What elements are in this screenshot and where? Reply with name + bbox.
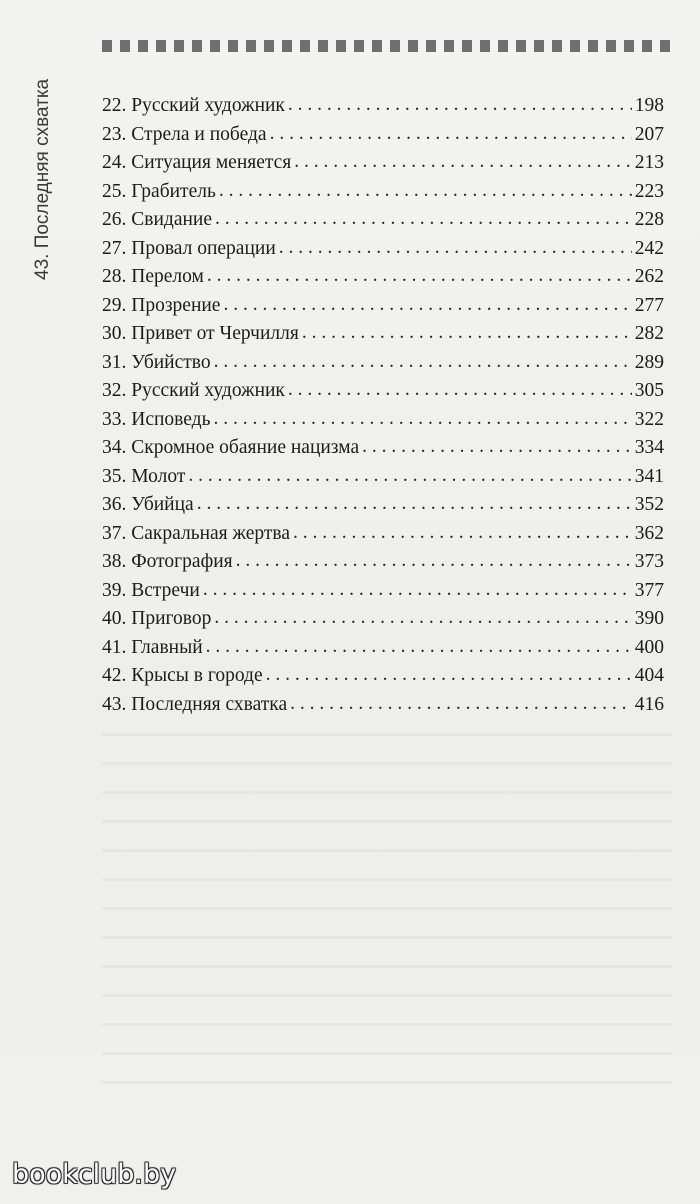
toc-dot-leader bbox=[270, 120, 632, 148]
toc-entry-page-number: 373 bbox=[634, 551, 664, 572]
toc-entry-page-number: 377 bbox=[634, 579, 664, 601]
toc-entry-page-number: 404 bbox=[634, 665, 664, 686]
decorative-dash-rule bbox=[102, 40, 678, 52]
show-through-text bbox=[102, 715, 672, 1085]
watermark-text: bookclub.by bbox=[12, 1159, 177, 1190]
toc-entry-title: 38. Фотография bbox=[102, 551, 233, 572]
toc-entry-title: 28. Перелом bbox=[102, 266, 204, 287]
toc-dot-leader bbox=[223, 291, 631, 319]
toc-entry-title: 41. Главный bbox=[102, 636, 203, 658]
toc-entry bbox=[102, 178, 664, 207]
toc-entry bbox=[102, 235, 664, 264]
toc-dot-leader bbox=[207, 262, 632, 290]
toc-entry bbox=[102, 149, 664, 178]
toc-entry bbox=[102, 349, 664, 378]
toc-entry-title: 34. Скромное обаяние нацизма bbox=[102, 437, 360, 458]
table-of-contents bbox=[102, 92, 664, 719]
toc-entry-title: 40. Приговор bbox=[102, 608, 212, 629]
toc-dot-leader bbox=[219, 177, 632, 205]
toc-dot-leader bbox=[279, 234, 632, 262]
toc-dot-leader bbox=[197, 490, 632, 518]
toc-entry-page-number: 228 bbox=[634, 209, 664, 230]
toc-entry-page-number: 341 bbox=[634, 465, 664, 487]
toc-entry bbox=[102, 320, 664, 349]
toc-dot-leader bbox=[214, 604, 631, 632]
toc-entry bbox=[102, 121, 664, 150]
toc-entry-title: 27. Провал операции bbox=[102, 237, 276, 259]
toc-entry-page-number: 390 bbox=[634, 608, 664, 629]
toc-entry bbox=[102, 292, 664, 321]
toc-entry-page-number: 400 bbox=[634, 636, 664, 658]
toc-dot-leader bbox=[188, 462, 631, 490]
toc-entry bbox=[102, 463, 664, 492]
toc-entry bbox=[102, 691, 664, 720]
toc-entry bbox=[102, 634, 664, 663]
toc-entry-title: 24. Ситуация меняется bbox=[102, 152, 292, 173]
toc-entry bbox=[102, 406, 664, 435]
toc-entry-page-number: 213 bbox=[634, 152, 664, 173]
toc-entry-page-number: 334 bbox=[634, 437, 664, 458]
toc-dot-leader bbox=[266, 661, 632, 689]
toc-entry-page-number: 223 bbox=[634, 180, 664, 202]
toc-dot-leader bbox=[288, 376, 632, 404]
toc-entry-page-number: 207 bbox=[634, 123, 664, 145]
toc-entry bbox=[102, 263, 664, 292]
toc-entry bbox=[102, 548, 664, 577]
toc-dot-leader bbox=[294, 148, 631, 176]
toc-entry-title: 39. Встречи bbox=[102, 579, 200, 601]
toc-entry bbox=[102, 577, 664, 606]
toc-entry-title: 23. Стрела и победа bbox=[102, 123, 267, 145]
toc-dot-leader bbox=[236, 547, 632, 575]
running-head bbox=[30, 40, 80, 280]
toc-entry-page-number: 362 bbox=[634, 522, 664, 544]
toc-entry-title: 29. Прозрение bbox=[102, 294, 221, 316]
toc-dot-leader bbox=[203, 576, 632, 604]
toc-entry-title: 37. Сакральная жертва bbox=[102, 522, 291, 544]
toc-entry-title: 42. Крысы в городе bbox=[102, 665, 263, 686]
toc-entry-page-number: 282 bbox=[634, 323, 664, 344]
toc-entry-page-number: 277 bbox=[634, 294, 664, 316]
toc-entry-page-number: 305 bbox=[634, 380, 664, 401]
toc-entry-page-number: 416 bbox=[634, 693, 664, 715]
toc-entry bbox=[102, 206, 664, 235]
toc-dot-leader bbox=[302, 319, 632, 347]
toc-entry bbox=[102, 491, 664, 520]
toc-entry-title: 32. Русский художник bbox=[102, 380, 285, 401]
show-through-lines bbox=[102, 715, 672, 1085]
toc-dot-leader bbox=[215, 205, 632, 233]
running-head-text: 43. Последняя схватка bbox=[32, 78, 53, 280]
toc-entry-page-number: 242 bbox=[634, 237, 664, 259]
toc-entry-title: 31. Убийство bbox=[102, 351, 211, 373]
toc-entry-title: 25. Грабитель bbox=[102, 180, 216, 202]
toc-entry-page-number: 322 bbox=[634, 408, 664, 430]
toc-entry-title: 22. Русский художник bbox=[102, 95, 285, 116]
toc-entry-title: 26. Свидание bbox=[102, 209, 213, 230]
toc-dot-leader bbox=[214, 348, 632, 376]
toc-entry bbox=[102, 605, 664, 634]
toc-entry-page-number: 352 bbox=[634, 494, 664, 515]
toc-entry-title: 36. Убийца bbox=[102, 494, 194, 515]
toc-entry-page-number: 198 bbox=[634, 95, 664, 116]
toc-entry-page-number: 262 bbox=[634, 266, 664, 287]
toc-dot-leader bbox=[290, 690, 632, 718]
toc-entry bbox=[102, 434, 664, 463]
toc-dot-leader bbox=[206, 633, 632, 661]
toc-entry bbox=[102, 377, 664, 406]
toc-entry bbox=[102, 520, 664, 549]
toc-dot-leader bbox=[213, 405, 631, 433]
toc-dot-leader bbox=[362, 433, 632, 461]
toc-entry bbox=[102, 92, 664, 121]
toc-entry bbox=[102, 662, 664, 691]
toc-entry-title: 33. Исповедь bbox=[102, 408, 211, 430]
toc-dot-leader bbox=[293, 519, 632, 547]
toc-dot-leader bbox=[288, 91, 632, 119]
toc-entry-title: 35. Молот bbox=[102, 465, 186, 487]
toc-entry-title: 43. Последняя схватка bbox=[102, 693, 288, 715]
toc-entry-title: 30. Привет от Черчилля bbox=[102, 323, 299, 344]
toc-entry-page-number: 289 bbox=[634, 351, 664, 373]
